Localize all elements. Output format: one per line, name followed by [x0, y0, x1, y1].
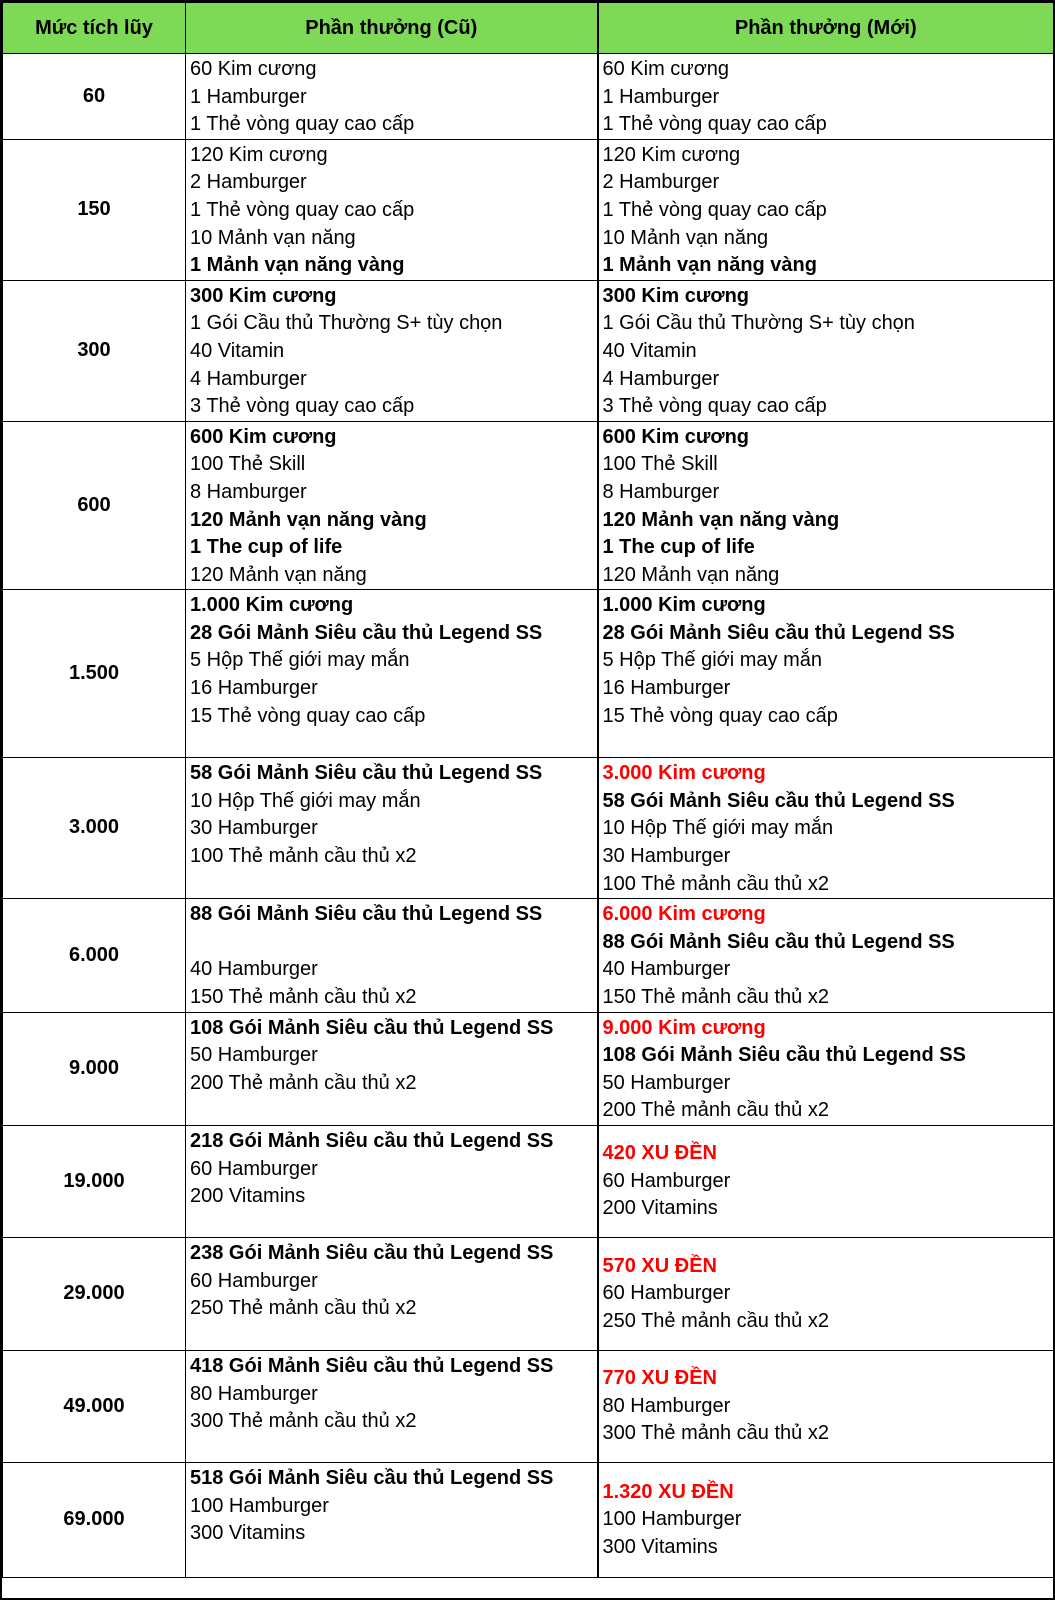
reward-item: 9.000 Kim cương — [602, 1016, 766, 1039]
reward-item: 100 Thẻ Skill — [190, 453, 306, 476]
new-reward-cell — [598, 899, 1054, 1012]
reward-item: 300 Thẻ mảnh cầu thủ x2 — [190, 1410, 417, 1433]
reward-item: 16 Hamburger — [190, 677, 318, 700]
reward-item: 2 Hamburger — [190, 171, 307, 194]
reward-item: 10 Hộp Thế giới may mắn — [602, 817, 834, 840]
new-reward-cell — [598, 1012, 1054, 1125]
table-row — [3, 758, 1054, 899]
level-cell: 9.000 — [3, 1012, 186, 1125]
table-row — [3, 280, 1054, 421]
new-reward-cell — [598, 54, 1054, 140]
reward-item: 28 Gói Mảnh Siêu cầu thủ Legend SS — [190, 621, 543, 644]
header-level: Mức tích lũy — [3, 3, 186, 54]
reward-item: 108 Gói Mảnh Siêu cầu thủ Legend SS — [602, 1044, 966, 1067]
reward-item: 10 Mảnh vạn năng — [602, 226, 769, 249]
reward-item: 300 Kim cương — [602, 284, 750, 307]
reward-item: 8 Hamburger — [190, 480, 307, 503]
level-cell: 60 — [3, 54, 186, 140]
reward-item: 300 Thẻ mảnh cầu thủ x2 — [602, 1422, 829, 1445]
level-cell: 150 — [3, 139, 186, 280]
reward-item: 120 Mảnh vạn năng vàng — [190, 508, 427, 531]
table-row — [3, 1012, 1054, 1125]
header-row — [3, 3, 1054, 54]
reward-item: 300 Kim cương — [190, 284, 337, 307]
level-cell: 3.000 — [3, 758, 186, 899]
reward-item: 1 Hamburger — [602, 85, 720, 108]
reward-item: 200 Thẻ mảnh cầu thủ x2 — [602, 1099, 829, 1122]
reward-item: 1 Thẻ vòng quay cao cấp — [190, 198, 415, 221]
reward-item: 50 Hamburger — [190, 1044, 318, 1067]
table-row — [3, 421, 1054, 590]
reward-item: 40 Hamburger — [602, 958, 731, 981]
reward-item: 1 Hamburger — [190, 85, 307, 108]
reward-item: 1 Thẻ vòng quay cao cấp — [602, 198, 827, 221]
old-reward-cell — [186, 899, 598, 1012]
reward-item: 80 Hamburger — [190, 1382, 318, 1405]
reward-item: 200 Thẻ mảnh cầu thủ x2 — [190, 1071, 417, 1094]
reward-item: 120 Kim cương — [602, 143, 741, 166]
reward-item: 60 Hamburger — [190, 1269, 318, 1292]
level-cell: 19.000 — [3, 1126, 186, 1238]
level-cell: 29.000 — [3, 1238, 186, 1351]
reward-item: 40 Vitamin — [190, 339, 285, 362]
old-reward-cell — [186, 1012, 598, 1125]
reward-item: 1.000 Kim cương — [602, 594, 766, 617]
header-old-rewards: Phần thưởng (Cũ) — [186, 3, 598, 54]
reward-item: 10 Hộp Thế giới may mắn — [190, 789, 421, 812]
old-reward-cell — [186, 1463, 598, 1578]
reward-item: 15 Thẻ vòng quay cao cấp — [190, 704, 426, 727]
table-row — [3, 1126, 1054, 1238]
table-row — [3, 54, 1054, 140]
blank-line — [190, 929, 593, 957]
old-reward-cell — [186, 590, 598, 758]
old-reward-cell — [186, 139, 598, 280]
new-reward-cell — [598, 1463, 1054, 1578]
reward-item: 420 XU ĐỀN — [602, 1142, 717, 1165]
old-reward-cell — [186, 1126, 598, 1238]
reward-item: 60 Hamburger — [602, 1169, 731, 1192]
reward-item: 3 Thẻ vòng quay cao cấp — [190, 395, 415, 418]
reward-rows — [3, 54, 1054, 1578]
reward-item: 100 Hamburger — [190, 1494, 329, 1517]
reward-item: 300 Vitamins — [190, 1522, 306, 1545]
reward-item: 10 Mảnh vạn năng — [190, 226, 356, 249]
new-reward-cell — [598, 280, 1054, 421]
reward-item: 1 The cup of life — [190, 536, 343, 559]
table-row — [3, 590, 1054, 758]
reward-item: 60 Kim cương — [602, 58, 730, 80]
reward-item: 100 Hamburger — [602, 1508, 742, 1531]
new-reward-cell — [598, 139, 1054, 280]
reward-item: 1 Thẻ vòng quay cao cấp — [190, 113, 415, 136]
reward-item: 108 Gói Mảnh Siêu cầu thủ Legend SS — [190, 1016, 554, 1039]
reward-item: 80 Hamburger — [602, 1394, 731, 1417]
reward-item: 40 Hamburger — [190, 958, 318, 981]
level-cell: 300 — [3, 280, 186, 421]
level-cell: 6.000 — [3, 899, 186, 1012]
old-reward-cell — [186, 1351, 598, 1463]
reward-item: 30 Hamburger — [190, 817, 318, 840]
reward-item: 218 Gói Mảnh Siêu cầu thủ Legend SS — [190, 1130, 554, 1152]
reward-item: 150 Thẻ mảnh cầu thủ x2 — [190, 986, 417, 1009]
reward-item: 250 Thẻ mảnh cầu thủ x2 — [190, 1297, 417, 1320]
reward-item: 300 Vitamins — [602, 1535, 718, 1558]
reward-item: 418 Gói Mảnh Siêu cầu thủ Legend SS — [190, 1355, 554, 1377]
reward-item: 60 Kim cương — [190, 58, 317, 80]
header-new-rewards: Phần thưởng (Mới) — [598, 3, 1054, 54]
reward-item: 600 Kim cương — [602, 425, 750, 448]
reward-item: 15 Thẻ vòng quay cao cấp — [602, 704, 838, 727]
reward-item: 120 Mảnh vạn năng — [602, 563, 780, 586]
reward-item: 60 Hamburger — [190, 1157, 318, 1180]
table-row — [3, 1463, 1054, 1578]
reward-item: 4 Hamburger — [190, 367, 307, 390]
reward-item: 30 Hamburger — [602, 845, 731, 868]
new-reward-cell — [598, 1238, 1054, 1351]
reward-item: 5 Hộp Thế giới may mắn — [602, 649, 823, 672]
reward-item: 120 Mảnh vạn năng — [190, 563, 367, 586]
table-row — [3, 139, 1054, 280]
reward-item: 1.320 XU ĐỀN — [602, 1480, 734, 1503]
reward-item: 5 Hộp Thế giới may mắn — [190, 649, 410, 672]
reward-item: 1 Mảnh vạn năng vàng — [602, 254, 817, 277]
reward-item: 120 Mảnh vạn năng vàng — [602, 508, 840, 531]
reward-table — [2, 2, 1054, 1578]
reward-item: 40 Vitamin — [602, 339, 697, 362]
level-cell: 49.000 — [3, 1351, 186, 1463]
reward-item: 1 Thẻ vòng quay cao cấp — [602, 113, 827, 136]
new-reward-cell — [598, 1351, 1054, 1463]
old-reward-cell — [186, 54, 598, 140]
old-reward-cell — [186, 421, 598, 590]
reward-item: 6.000 Kim cương — [602, 903, 766, 926]
old-reward-cell — [186, 1238, 598, 1351]
reward-item: 1 The cup of life — [602, 536, 755, 559]
reward-item: 58 Gói Mảnh Siêu cầu thủ Legend SS — [602, 789, 955, 812]
reward-item: 2 Hamburger — [602, 171, 720, 194]
reward-item: 150 Thẻ mảnh cầu thủ x2 — [602, 986, 829, 1009]
new-reward-cell — [598, 1126, 1054, 1238]
level-cell: 1.500 — [3, 590, 186, 758]
reward-item: 50 Hamburger — [602, 1071, 731, 1094]
reward-item: 28 Gói Mảnh Siêu cầu thủ Legend SS — [602, 621, 955, 644]
reward-item: 1 Mảnh vạn năng vàng — [190, 254, 405, 277]
reward-item: 238 Gói Mảnh Siêu cầu thủ Legend SS — [190, 1242, 554, 1264]
reward-item: 518 Gói Mảnh Siêu cầu thủ Legend SS — [190, 1467, 554, 1489]
reward-item: 8 Hamburger — [602, 480, 720, 503]
reward-item: 4 Hamburger — [602, 367, 720, 390]
old-reward-cell — [186, 758, 598, 899]
reward-item: 120 Kim cương — [190, 143, 328, 166]
reward-item: 58 Gói Mảnh Siêu cầu thủ Legend SS — [190, 762, 543, 785]
table-row — [3, 899, 1054, 1012]
reward-item: 60 Hamburger — [602, 1282, 731, 1305]
new-reward-cell — [598, 590, 1054, 758]
reward-item: 16 Hamburger — [602, 677, 731, 700]
reward-item: 1.000 Kim cương — [190, 594, 354, 617]
reward-item: 200 Vitamins — [602, 1197, 718, 1220]
reward-item: 570 XU ĐỀN — [602, 1254, 717, 1277]
table-row — [3, 1351, 1054, 1463]
reward-item: 100 Thẻ mảnh cầu thủ x2 — [190, 845, 417, 868]
reward-item: 100 Thẻ mảnh cầu thủ x2 — [602, 872, 829, 895]
new-reward-cell — [598, 758, 1054, 899]
level-cell: 600 — [3, 421, 186, 590]
reward-item: 600 Kim cương — [190, 425, 337, 448]
reward-item: 3 Thẻ vòng quay cao cấp — [602, 395, 827, 418]
reward-item: 770 XU ĐỀN — [602, 1367, 717, 1390]
reward-item: 88 Gói Mảnh Siêu cầu thủ Legend SS — [602, 930, 955, 953]
level-cell: 69.000 — [3, 1463, 186, 1578]
reward-item: 100 Thẻ Skill — [602, 453, 718, 476]
old-reward-cell — [186, 280, 598, 421]
reward-item: 3.000 Kim cương — [602, 762, 766, 785]
table-row — [3, 1238, 1054, 1351]
new-reward-cell — [598, 421, 1054, 590]
reward-item: 200 Vitamins — [190, 1185, 306, 1208]
reward-item: 1 Gói Cầu thủ Thường S+ tùy chọn — [602, 312, 915, 335]
reward-item: 1 Gói Cầu thủ Thường S+ tùy chọn — [190, 312, 503, 335]
reward-item: 88 Gói Mảnh Siêu cầu thủ Legend SS — [190, 903, 543, 926]
reward-item: 250 Thẻ mảnh cầu thủ x2 — [602, 1309, 829, 1332]
